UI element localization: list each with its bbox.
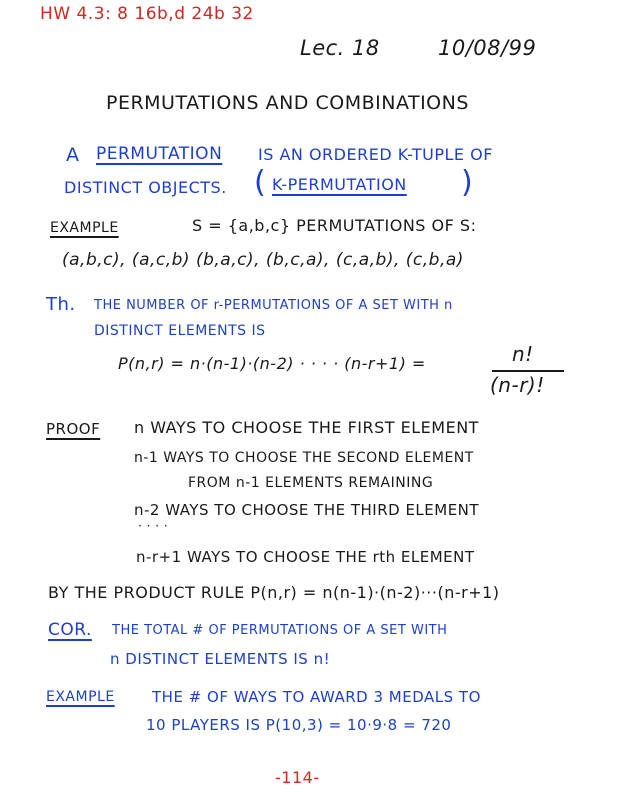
proof-line3: FROM n-1 ELEMENTS REMAINING <box>188 475 434 491</box>
definition-line2: DISTINCT OBJECTS. <box>64 178 227 197</box>
example-set: S = {a,b,c} PERMUTATIONS OF S: <box>192 216 477 235</box>
definition-term: PERMUTATION <box>96 144 223 164</box>
proof-line2: n-1 WAYS TO CHOOSE THE SECOND ELEMENT <box>134 450 474 466</box>
proof-dots: · · · · <box>138 519 169 533</box>
example-permutations: (a,b,c), (a,c,b) (b,a,c), (b,c,a), (c,a,b), (c,b,a) <box>62 250 464 270</box>
example2-line1: THE # OF WAYS TO AWARD 3 MEDALS TO <box>152 688 481 706</box>
lecture-number: Lec. 18 <box>300 36 380 60</box>
definition-a: A <box>66 144 80 166</box>
theorem-line2: DISTINCT ELEMENTS IS <box>94 323 266 339</box>
theorem-label: Th. <box>46 294 76 315</box>
definition-line1: IS AN ORDERED K-TUPLE OF <box>258 145 493 164</box>
open-paren: ( <box>254 165 266 200</box>
homework-assignment: HW 4.3: 8 16b,d 24b 32 <box>40 4 254 24</box>
example2-label: EXAMPLE <box>46 689 115 705</box>
proof-label: PROOF <box>46 420 101 438</box>
theorem-line1: THE NUMBER OF r-PERMUTATIONS OF A SET WITH n <box>94 298 453 313</box>
proof-line1: n WAYS TO CHOOSE THE FIRST ELEMENT <box>134 418 479 437</box>
corollary-line2: n DISTINCT ELEMENTS IS n! <box>110 650 331 668</box>
close-paren: ) <box>461 165 473 200</box>
page-number: -114- <box>275 768 320 787</box>
example-label: EXAMPLE <box>50 220 119 236</box>
corollary-label: COR. <box>48 620 92 640</box>
example2-line2: 10 PLAYERS IS P(10,3) = 10·9·8 = 720 <box>146 716 452 734</box>
fraction-numerator: n! <box>512 342 534 366</box>
fraction-bar <box>492 370 564 372</box>
page-title: PERMUTATIONS AND COMBINATIONS <box>106 92 469 114</box>
fraction-denominator: (n-r)! <box>490 373 545 397</box>
proof-line4: n-2 WAYS TO CHOOSE THE THIRD ELEMENT <box>134 501 480 519</box>
theorem-formula: P(n,r) = n·(n-1)·(n-2) · · · · (n-r+1) = <box>118 354 426 373</box>
proof-line5: n-r+1 WAYS TO CHOOSE THE rth ELEMENT <box>136 548 475 566</box>
proof-conclusion: BY THE PRODUCT RULE P(n,r) = n(n-1)·(n-2)···(n-r+1) <box>48 583 500 602</box>
definition-aside: K-PERMUTATION <box>272 175 407 194</box>
corollary-line1: THE TOTAL # OF PERMUTATIONS OF A SET WITH <box>112 623 448 638</box>
lecture-date: 10/08/99 <box>438 36 537 60</box>
